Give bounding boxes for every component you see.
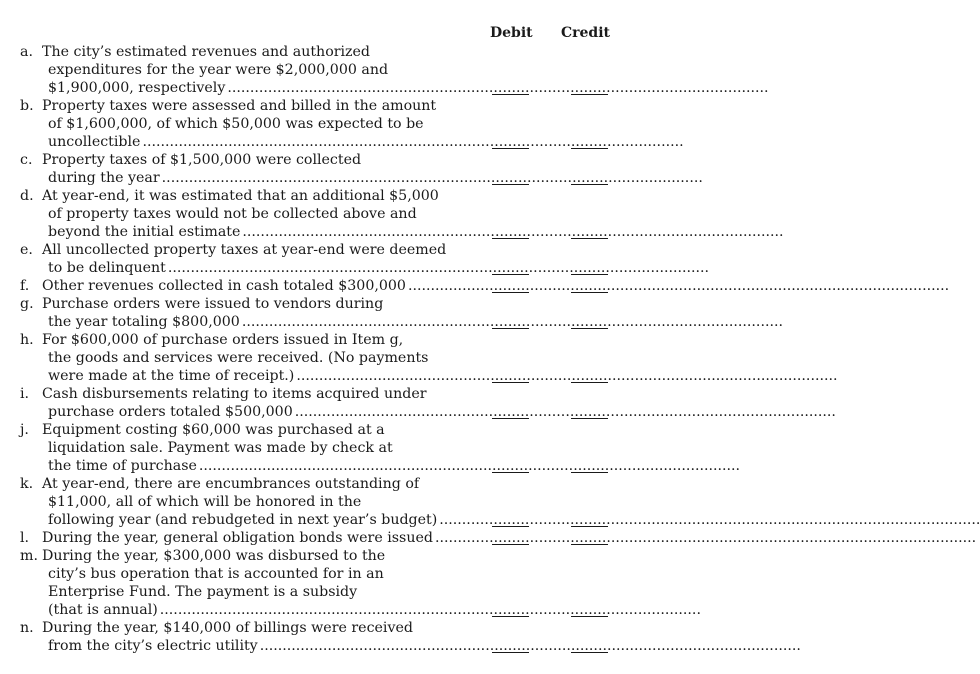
credit-blank[interactable] <box>571 472 608 473</box>
item-text-line: following year (and rebudgeted in next year’s budget) <box>48 512 438 528</box>
credit-blank[interactable] <box>571 148 608 149</box>
item-text-line: beyond the initial estimate <box>48 224 241 240</box>
item-text-line: of property taxes would not be collected above and <box>48 206 417 222</box>
dot-leader: ........................................................................................................................ <box>294 404 836 420</box>
item-text-line: (that is annual) <box>48 602 158 618</box>
item-label: b. <box>20 98 34 114</box>
item-text-line: Other revenues collected in cash totaled $300,000 <box>42 278 406 294</box>
debit-blank[interactable] <box>492 184 529 185</box>
credit-blank[interactable] <box>571 616 608 617</box>
item-label: i. <box>20 386 30 402</box>
credit-blank[interactable] <box>571 382 608 383</box>
item-label: f. <box>20 278 30 294</box>
debit-blank[interactable] <box>492 328 529 329</box>
debit-blank[interactable] <box>492 382 529 383</box>
debit-blank[interactable] <box>492 472 529 473</box>
item-text-line: During the year, $300,000 was disbursed to the <box>42 548 386 564</box>
item-text-line: $1,900,000, respectively <box>48 80 226 96</box>
credit-blank[interactable] <box>571 526 608 527</box>
credit-blank[interactable] <box>571 418 608 419</box>
item-text-line: Property taxes of $1,500,000 were collected <box>42 152 362 168</box>
item-text-line: During the year, general obligation bonds were issued <box>42 530 433 546</box>
debit-blank[interactable] <box>492 94 529 95</box>
item-text-line: For $600,000 of purchase orders issued in Item g, <box>42 332 404 348</box>
credit-blank[interactable] <box>571 238 608 239</box>
dot-leader: ........................................................................................................................ <box>227 80 769 96</box>
dot-leader: ........................................................................................................................ <box>142 134 684 150</box>
dot-leader: ........................................................................................................................ <box>161 170 703 186</box>
credit-blank[interactable] <box>571 328 608 329</box>
item-label: k. <box>20 476 34 492</box>
item-label: l. <box>20 530 30 546</box>
credit-blank[interactable] <box>571 94 608 95</box>
item-text-line: uncollectible <box>48 134 141 150</box>
dot-leader: ........................................................................................................................ <box>434 530 977 546</box>
dot-leader: ........................................................................................................................ <box>259 638 801 654</box>
item-text-line: expenditures for the year were $2,000,000 and <box>48 62 389 78</box>
dot-leader: ........................................................................................................................ <box>159 602 701 618</box>
item-text-line: the time of purchase <box>48 458 197 474</box>
dot-leader: ........................................................................................................................ <box>407 278 950 294</box>
dot-leader: ........................................................................................................................ <box>167 260 710 276</box>
credit-header: Credit <box>561 25 610 41</box>
debit-blank[interactable] <box>492 544 529 545</box>
item-text-line: city’s bus operation that is accounted for in an <box>48 566 384 582</box>
credit-blank[interactable] <box>571 544 608 545</box>
debit-header: Debit <box>490 25 533 41</box>
item-label: j. <box>20 422 29 438</box>
item-text-line: At year-end, it was estimated that an additional $5,000 <box>42 188 439 204</box>
item-label: g. <box>20 296 34 312</box>
credit-blank[interactable] <box>571 184 608 185</box>
item-label: m. <box>20 548 38 564</box>
credit-blank[interactable] <box>571 292 608 293</box>
debit-blank[interactable] <box>492 274 529 275</box>
debit-blank[interactable] <box>492 616 529 617</box>
debit-blank[interactable] <box>492 292 529 293</box>
debit-blank[interactable] <box>492 238 529 239</box>
item-label: n. <box>20 620 34 636</box>
item-text-line: the goods and services were received. (No payments <box>48 350 429 366</box>
item-text-line: to be delinquent <box>48 260 166 276</box>
item-text-line: Purchase orders were issued to vendors during <box>42 296 384 312</box>
item-text-line: the year totaling $800,000 <box>48 314 240 330</box>
item-text-line: During the year, $140,000 of billings were received <box>42 620 413 636</box>
item-text-line: Enterprise Fund. The payment is a subsidy <box>48 584 358 600</box>
item-text-line: At year-end, there are encumbrances outstanding of <box>42 476 420 492</box>
dot-leader: ........................................................................................................................ <box>198 458 741 474</box>
item-text-line: Cash disbursements relating to items acquired under <box>42 386 427 402</box>
item-label: a. <box>20 44 33 60</box>
debit-blank[interactable] <box>492 526 529 527</box>
item-label: d. <box>20 188 34 204</box>
item-text-line: purchase orders totaled $500,000 <box>48 404 293 420</box>
item-text-line: from the city’s electric utility <box>48 638 258 654</box>
item-text-line: of $1,600,000, of which $50,000 was expected to be <box>48 116 424 132</box>
credit-blank[interactable] <box>571 274 608 275</box>
credit-blank[interactable] <box>571 652 608 653</box>
dot-leader: ........................................................................................................................ <box>241 314 783 330</box>
item-text-line: All uncollected property taxes at year-end were deemed <box>42 242 447 258</box>
item-text-line: liquidation sale. Payment was made by check at <box>48 440 393 456</box>
item-text-line: Property taxes were assessed and billed in the amount <box>42 98 437 114</box>
dot-leader: ........................................................................................................................ <box>439 512 980 528</box>
debit-blank[interactable] <box>492 148 529 149</box>
item-label: c. <box>20 152 33 168</box>
item-text-line: during the year <box>48 170 160 186</box>
debit-blank[interactable] <box>492 652 529 653</box>
dot-leader: ........................................................................................................................ <box>242 224 784 240</box>
item-text-line: Equipment costing $60,000 was purchased at a <box>42 422 385 438</box>
item-label: h. <box>20 332 34 348</box>
item-text-line: were made at the time of receipt.) <box>48 368 295 384</box>
dot-leader: ........................................................................................................................ <box>296 368 838 384</box>
item-label: e. <box>20 242 33 258</box>
item-text-line: The city’s estimated revenues and authorized <box>42 44 371 60</box>
debit-blank[interactable] <box>492 418 529 419</box>
item-text-line: $11,000, all of which will be honored in the <box>48 494 362 510</box>
